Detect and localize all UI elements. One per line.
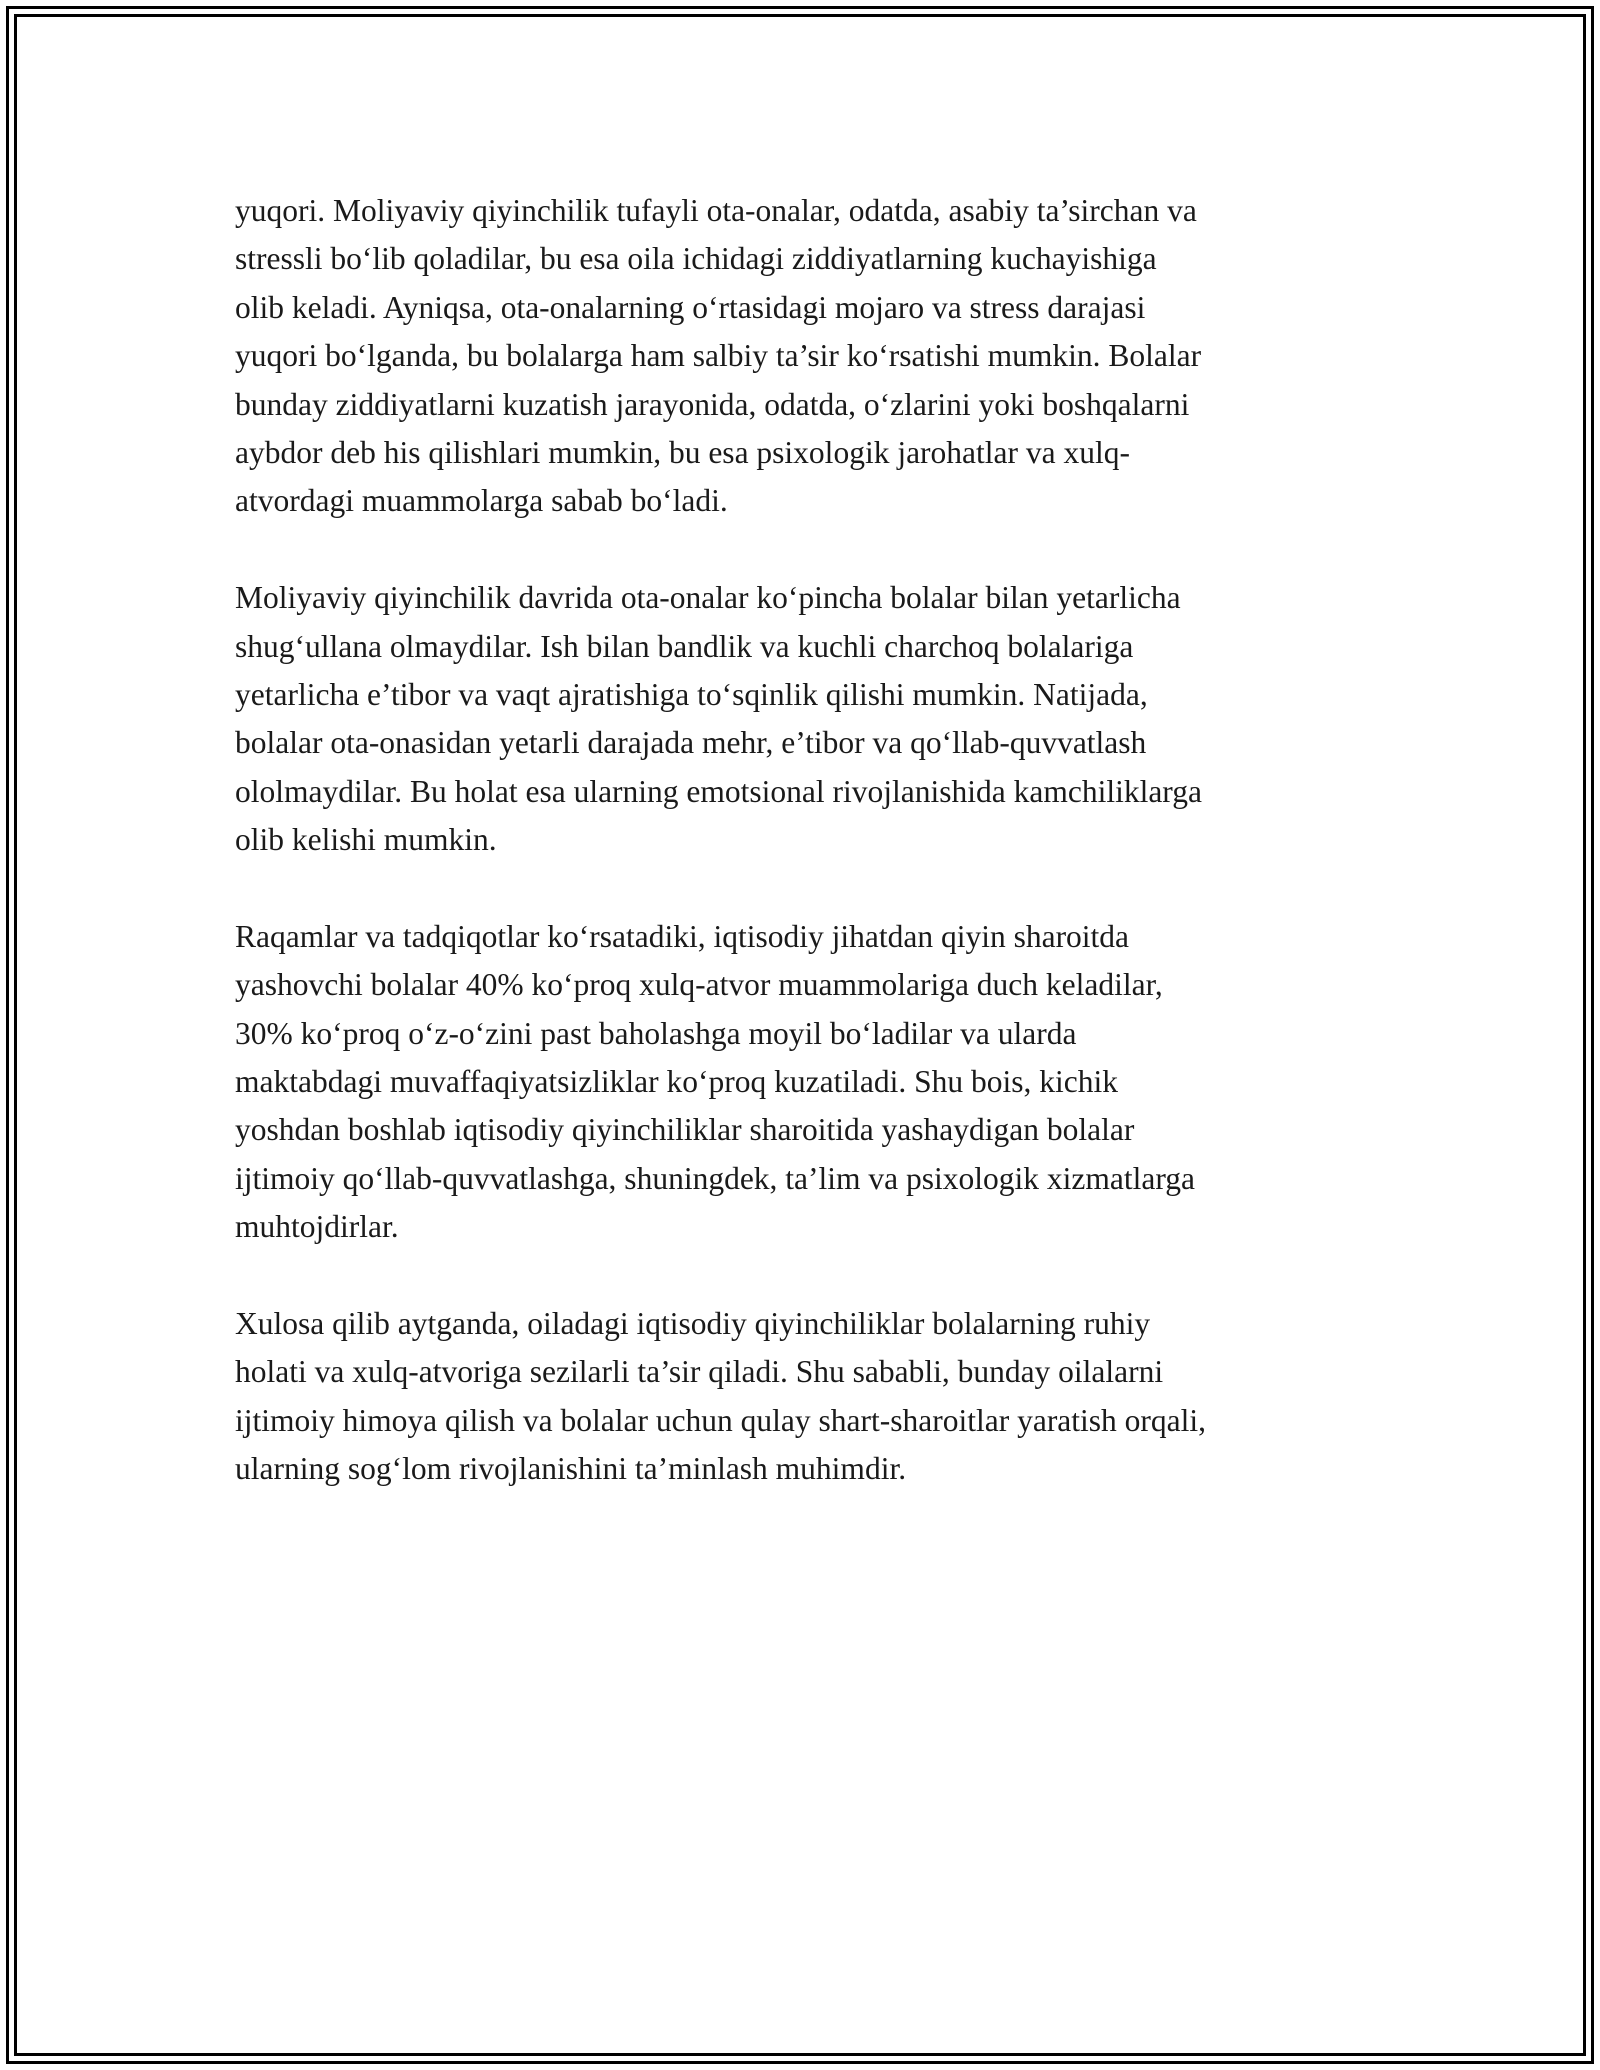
text-line: ololmaydilar. Bu holat esa ularning emotsional rivojlanishida kamchiliklarga bbox=[235, 773, 1202, 809]
text-line: Raqamlar va tadqiqotlar ko‘rsatadiki, iqtisodiy jihatdan qiyin sharoitda bbox=[235, 918, 1130, 954]
text-line: 30% ko‘proq o‘z-o‘zini past baholashga moyil bo‘ladilar va ularda bbox=[235, 1015, 1077, 1051]
text-line: ularning sog‘lom rivojlanishini ta’minlash muhimdir. bbox=[235, 1451, 907, 1487]
text-line: yuqori. Moliyaviy qiyinchilik tufayli ota-onalar, odatda, asabiy ta’sirchan va bbox=[235, 193, 1197, 228]
text-line: ijtimoiy himoya qilish va bolalar uchun qulay shart-sharoitlar yaratish orqali, bbox=[235, 1402, 1207, 1438]
text-line: maktabdagi muvaffaqiyatsizliklar ko‘proq kuzatiladi. Shu bois, kichik bbox=[235, 1064, 1118, 1100]
text-line: bunday ziddiyatlarni kuzatish jarayonida, odatda, o‘zlarini yoki boshqalarni bbox=[235, 386, 1190, 422]
text-line: atvordagi muammolarga sabab bo‘ladi. bbox=[235, 483, 728, 519]
paragraph-2 bbox=[235, 574, 1375, 864]
paragraph-3 bbox=[235, 913, 1375, 1252]
text-line: muhtojdirlar. bbox=[235, 1209, 399, 1245]
text-line: yoshdan boshlab iqtisodiy qiyinchiliklar sharoitida yashaydigan bolalar bbox=[235, 1112, 1135, 1148]
text-line: ijtimoiy qo‘llab-quvvatlashga, shuningdek, ta’lim va psixologik xizmatlarga bbox=[235, 1160, 1195, 1196]
text-line: stressli bo‘lib qoladilar, bu esa oila ichidagi ziddiyatlarning kuchayishiga bbox=[235, 241, 1157, 277]
text-line: holati va xulq-atvoriga sezilarli ta’sir qiladi. Shu sababli, bunday oilalarni bbox=[235, 1354, 1164, 1390]
text-line: Moliyaviy qiyinchilik davrida ota-onalar ko‘pincha bolalar bilan yetarlicha bbox=[235, 580, 1181, 616]
paragraph-1 bbox=[235, 187, 1375, 526]
text-line: shug‘ullana olmaydilar. Ish bilan bandlik va kuchli charchoq bolalariga bbox=[235, 628, 1134, 664]
text-line: olib keladi. Ayniqsa, ota-onalarning o‘rtasidagi mojaro va stress darajasi bbox=[235, 289, 1146, 325]
paragraph-4 bbox=[235, 1300, 1375, 1494]
text-line: Xulosa qilib aytganda, oiladagi iqtisodiy qiyinchiliklar bolalarning ruhiy bbox=[235, 1305, 1151, 1341]
document-body bbox=[235, 187, 1375, 1542]
text-line: olib kelishi mumkin. bbox=[235, 822, 497, 858]
text-line: bolalar ota-onasidan yetarli darajada mehr, e’tibor va qo‘llab-quvvatlash bbox=[235, 725, 1147, 761]
text-line: yuqori bo‘lganda, bu bolalarga ham salbiy ta’sir ko‘rsatishi mumkin. Bolalar bbox=[235, 338, 1202, 374]
text-line: yashovchi bolalar 40% ko‘proq xulq-atvor muammolariga duch keladilar, bbox=[235, 967, 1163, 1003]
text-line: yetarlicha e’tibor va vaqt ajratishiga to‘sqinlik qilishi mumkin. Natijada, bbox=[235, 676, 1148, 712]
text-line: aybdor deb his qilishlari mumkin, bu esa psixologik jarohatlar va xulq- bbox=[235, 434, 1130, 470]
